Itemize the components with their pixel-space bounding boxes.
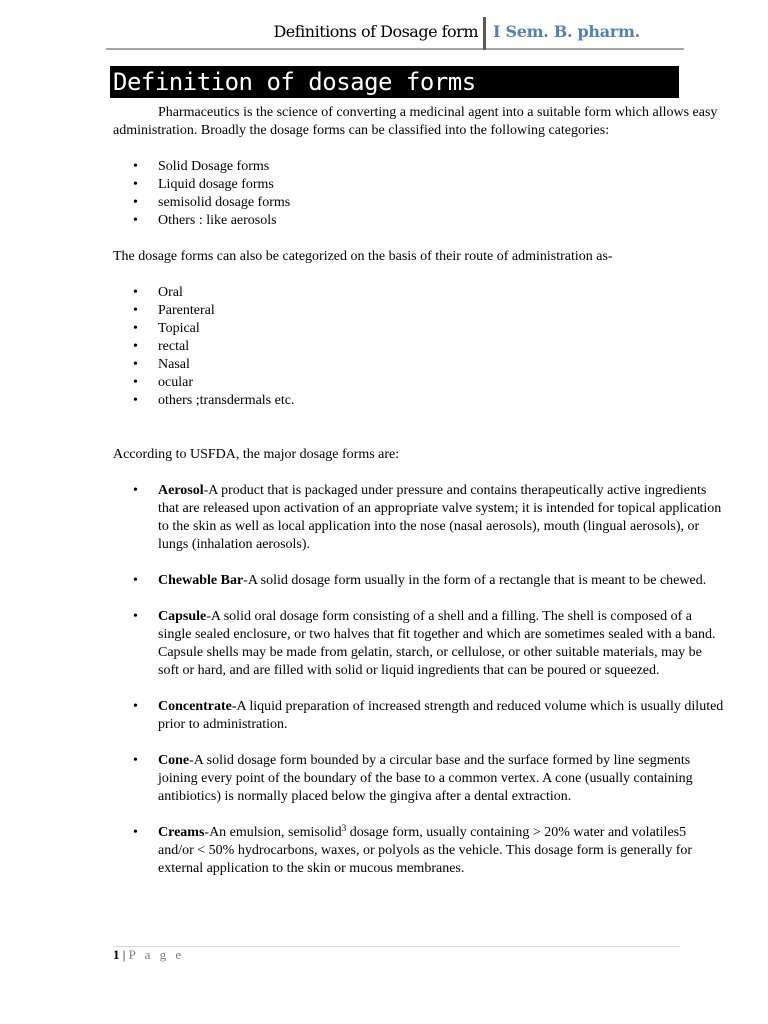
definition-text-continued: dosage form, usually containing > 20% water and volatiles5 and/or < 50% hydrocarbons, waxes, or polyols as the vehicle. This dosage form is generally for external application to the skin or mucous membranes. xyxy=(158,825,693,876)
definition-item-capsule xyxy=(113,608,725,680)
usfda-intro-paragraph: According to USFDA, the major dosage forms are: xyxy=(113,447,400,462)
bullet-icon: • xyxy=(133,177,138,192)
section-title-bar xyxy=(110,66,679,98)
list-item-text: Nasal xyxy=(158,357,190,372)
list-item xyxy=(113,338,725,356)
bullet-icon: • xyxy=(133,609,138,624)
document-body xyxy=(113,104,725,878)
list-item xyxy=(113,302,725,320)
definition-text: -A solid dosage form bounded by a circular base and the surface formed by line segments joining every point of the boundary of the base to a common vertex. A cone (usually containing antibiotics) is normally placed below the gingiva after a dental extraction. xyxy=(158,753,693,804)
list-item xyxy=(113,374,725,392)
list-item xyxy=(113,176,725,194)
bullet-icon: • xyxy=(133,357,138,372)
route-list xyxy=(113,284,725,410)
header-document-title: Definitions of Dosage form xyxy=(273,22,478,41)
list-item xyxy=(113,356,725,374)
footer-separator: | xyxy=(119,947,129,962)
definition-term: Concentrate xyxy=(158,699,232,714)
definition-text: -An emulsion, semisolid xyxy=(204,825,342,840)
bullet-icon: • xyxy=(133,753,138,768)
list-item-text: others ;transdermals etc. xyxy=(158,393,295,408)
page-footer xyxy=(113,947,184,963)
bullet-icon: • xyxy=(133,825,138,840)
bullet-icon: • xyxy=(133,195,138,210)
bullet-icon: • xyxy=(133,339,138,354)
definition-term: Creams xyxy=(158,825,205,840)
definition-term: Aerosol xyxy=(158,483,204,498)
bullet-icon: • xyxy=(133,321,138,336)
bullet-icon: • xyxy=(133,483,138,498)
list-item-text: Parenteral xyxy=(158,303,215,318)
list-item xyxy=(113,194,725,212)
list-item-text: ocular xyxy=(158,375,193,390)
bullet-icon: • xyxy=(133,213,138,228)
bullet-icon: • xyxy=(133,573,138,588)
definition-item-creams xyxy=(113,824,725,878)
definition-term: Chewable Bar xyxy=(158,573,244,588)
footer-divider xyxy=(113,946,680,947)
definition-term: Cone xyxy=(158,753,190,768)
list-item xyxy=(113,158,725,176)
definition-text: -A solid oral dosage form consisting of a shell and a filling. The shell is composed of a single sealed enclosure, or two halves that fit together and which are sometimes sealed with a band. Capsule shells may be made from gelatin, starch, or cellulose, or other suitable materials, may be soft or hard, and are filled with solid or liquid ingredients that can be poured or squeezed. xyxy=(158,609,716,678)
list-item-text: Liquid dosage forms xyxy=(158,177,274,192)
definition-term: Capsule xyxy=(158,609,207,624)
header-course-label: I Sem. B. pharm. xyxy=(493,22,640,41)
list-item xyxy=(113,320,725,338)
definition-item-cone xyxy=(113,752,725,806)
page-header xyxy=(106,14,684,50)
list-item-text: Solid Dosage forms xyxy=(158,159,270,174)
list-item xyxy=(113,392,725,410)
header-divider xyxy=(483,17,486,50)
definition-text: -A product that is packaged under pressure and contains therapeutically active ingredients that are released upon activation of an appropriate valve system; it is intended for topical application to the skin as well as local application into the nose (nasal aerosols), mouth (lingual aerosols), or lungs (inhalation aerosols). xyxy=(158,483,722,552)
list-item xyxy=(113,284,725,302)
section-title: Definition of dosage forms xyxy=(113,68,476,96)
list-item-text: Others : like aerosols xyxy=(158,213,277,228)
list-item xyxy=(113,212,725,230)
list-item-text: Oral xyxy=(158,285,183,300)
category-list xyxy=(113,158,725,230)
definition-text: -A solid dosage form usually in the form of a rectangle that is meant to be chewed. xyxy=(243,573,707,588)
definition-list xyxy=(113,482,725,878)
definition-item-chewable-bar xyxy=(113,572,725,590)
page-word: P a g e xyxy=(128,947,185,962)
list-item-text: Topical xyxy=(158,321,200,336)
list-item-text: semisolid dosage forms xyxy=(158,195,291,210)
definition-text: -A liquid preparation of increased strength and reduced volume which is usually diluted prior to administration. xyxy=(158,699,724,732)
bullet-icon: • xyxy=(133,303,138,318)
bullet-icon: • xyxy=(133,375,138,390)
list-item-text: rectal xyxy=(158,339,190,354)
route-intro-paragraph: The dosage forms can also be categorized on the basis of their route of administration as- xyxy=(113,249,613,264)
definition-item-aerosol xyxy=(113,482,725,554)
definition-item-concentrate xyxy=(113,698,725,734)
footnote-superscript: 3 xyxy=(341,823,347,833)
bullet-icon: • xyxy=(133,159,138,174)
bullet-icon: • xyxy=(133,393,138,408)
intro-paragraph: Pharmaceutics is the science of converting a medicinal agent into a suitable form which allows easy administration. Broadly the dosage forms can be classified into the following categories: xyxy=(113,105,718,138)
bullet-icon: • xyxy=(133,699,138,714)
bullet-icon: • xyxy=(133,285,138,300)
page-number: 1 xyxy=(113,947,120,962)
